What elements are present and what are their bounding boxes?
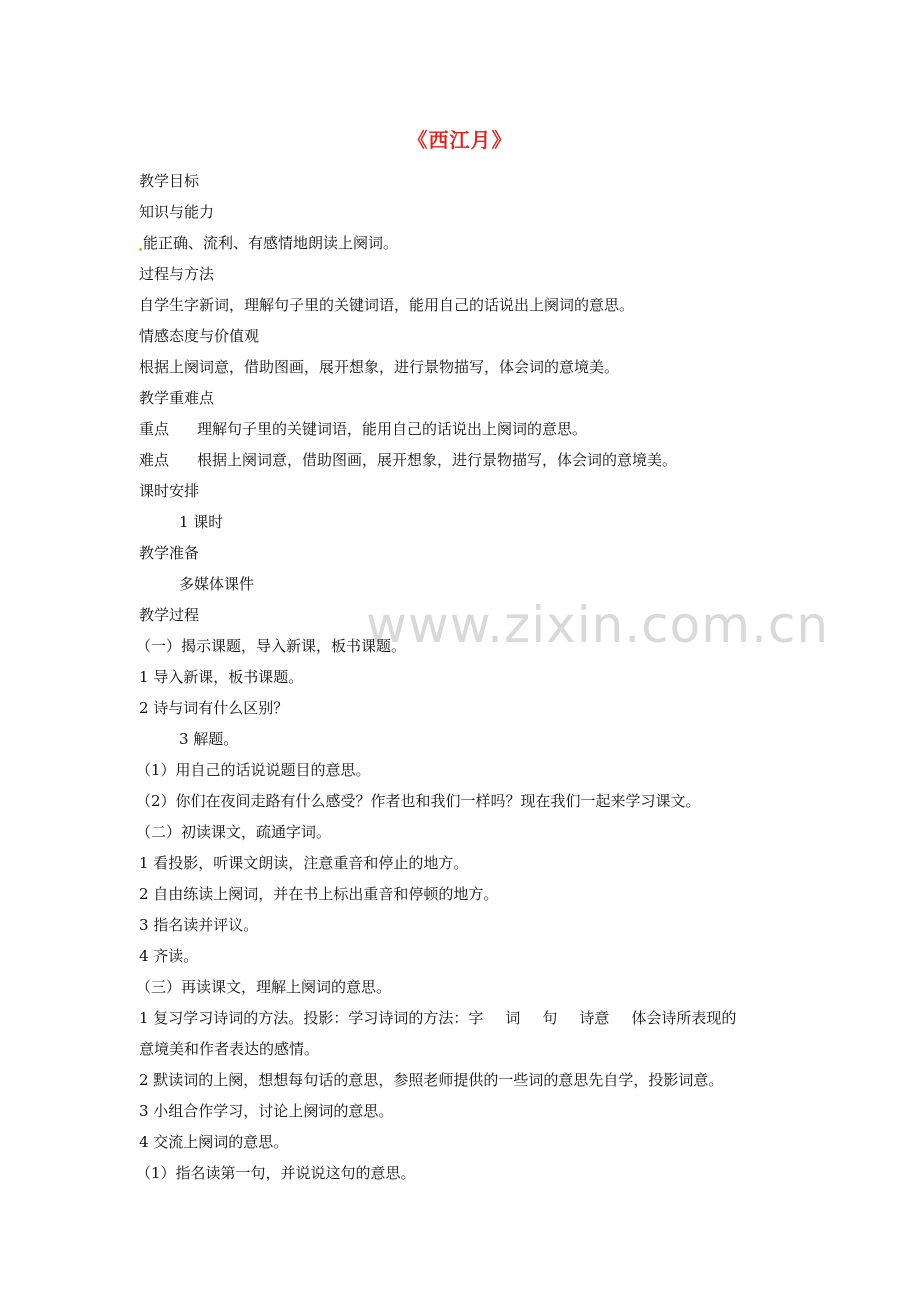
paragraph: 根据上阕词意，借助图画，展开想象，进行景物描写，体会词的意境美。 <box>139 358 620 376</box>
key-point-text: 理解句子里的关键词语，能用自己的话说出上阕词的意思。 <box>197 420 588 438</box>
preparation-value: 多媒体课件 <box>179 575 255 593</box>
difficulty-row <box>139 450 677 470</box>
key-point-label: 重点 <box>139 420 170 438</box>
list-item: 3 指名读并评议。 <box>139 916 259 934</box>
schedule-value: 1 课时 <box>179 513 224 531</box>
paragraph <box>139 233 398 253</box>
paragraph: 自学生字新词，理解句子里的关键词语，能用自己的话说出上阕词的意思。 <box>139 296 635 314</box>
list-item: 3 小组合作学习，讨论上阕词的意思。 <box>139 1102 394 1120</box>
list-item: 2 诗与词有什么区别？ <box>139 699 289 717</box>
watermark: www.zixin.com.cn <box>366 596 830 654</box>
paragraph-text: 能正确、流利、有感情地朗读上阕词。 <box>143 234 399 252</box>
difficulty-text: 根据上阕词意，借助图画，展开想象，进行景物描写，体会词的意境美。 <box>197 451 678 469</box>
list-item <box>139 1008 736 1028</box>
sub-list-item: （2）你们在夜间走路有什么感受？作者也和我们一样吗？现在我们一起来学习课文。 <box>136 792 701 810</box>
heading-schedule: 课时安排 <box>139 482 200 500</box>
method-step: 体会诗所表现的 <box>631 1009 737 1027</box>
key-point-row <box>139 419 587 439</box>
section-heading: （三）再读课文，理解上阕词的意思。 <box>136 978 392 996</box>
heading-teaching-goals: 教学目标 <box>139 172 200 190</box>
sub-list-item: （1）用自己的话说说题目的意思。 <box>136 761 371 779</box>
subheading-process: 过程与方法 <box>139 265 215 283</box>
list-item: 4 齐读。 <box>139 947 199 965</box>
revision-mark <box>139 248 142 251</box>
list-item: 4 交流上阕词的意思。 <box>139 1133 289 1151</box>
list-item: 1 看投影，听课文朗读，注意重音和停止的地方。 <box>139 854 469 872</box>
document-title: 《西江月》 <box>407 128 513 152</box>
list-item: 2 默读词的上阕，想想每句话的意思，参照老师提供的一些词的意思先自学，投影词意。 <box>139 1071 724 1089</box>
subheading-knowledge: 知识与能力 <box>139 203 215 221</box>
sub-list-item: （1）指名读第一句，并说说这句的意思。 <box>136 1164 416 1182</box>
heading-process: 教学过程 <box>139 606 200 624</box>
method-step: 诗意 <box>579 1009 610 1027</box>
list-item: 2 自由练读上阕词，并在书上标出重音和停顿的地方。 <box>139 885 499 903</box>
heading-preparation: 教学准备 <box>139 544 200 562</box>
section-heading: （一）揭示课题，导入新课，板书课题。 <box>136 637 407 655</box>
list-item-continuation: 意境美和作者表达的感情。 <box>139 1040 320 1058</box>
difficulty-label: 难点 <box>139 451 170 469</box>
subheading-emotion: 情感态度与价值观 <box>139 327 260 345</box>
list-item: 3 解题。 <box>179 730 239 748</box>
heading-key-points: 教学重难点 <box>139 389 215 407</box>
method-step: 词 <box>505 1009 521 1027</box>
list-item: 1 导入新课，板书课题。 <box>139 668 304 686</box>
method-step: 句 <box>542 1009 558 1027</box>
section-heading: （二）初读课文，疏通字词。 <box>136 823 332 841</box>
method-intro: 1 复习学习诗词的方法。投影：学习诗词的方法：字 <box>139 1009 484 1027</box>
